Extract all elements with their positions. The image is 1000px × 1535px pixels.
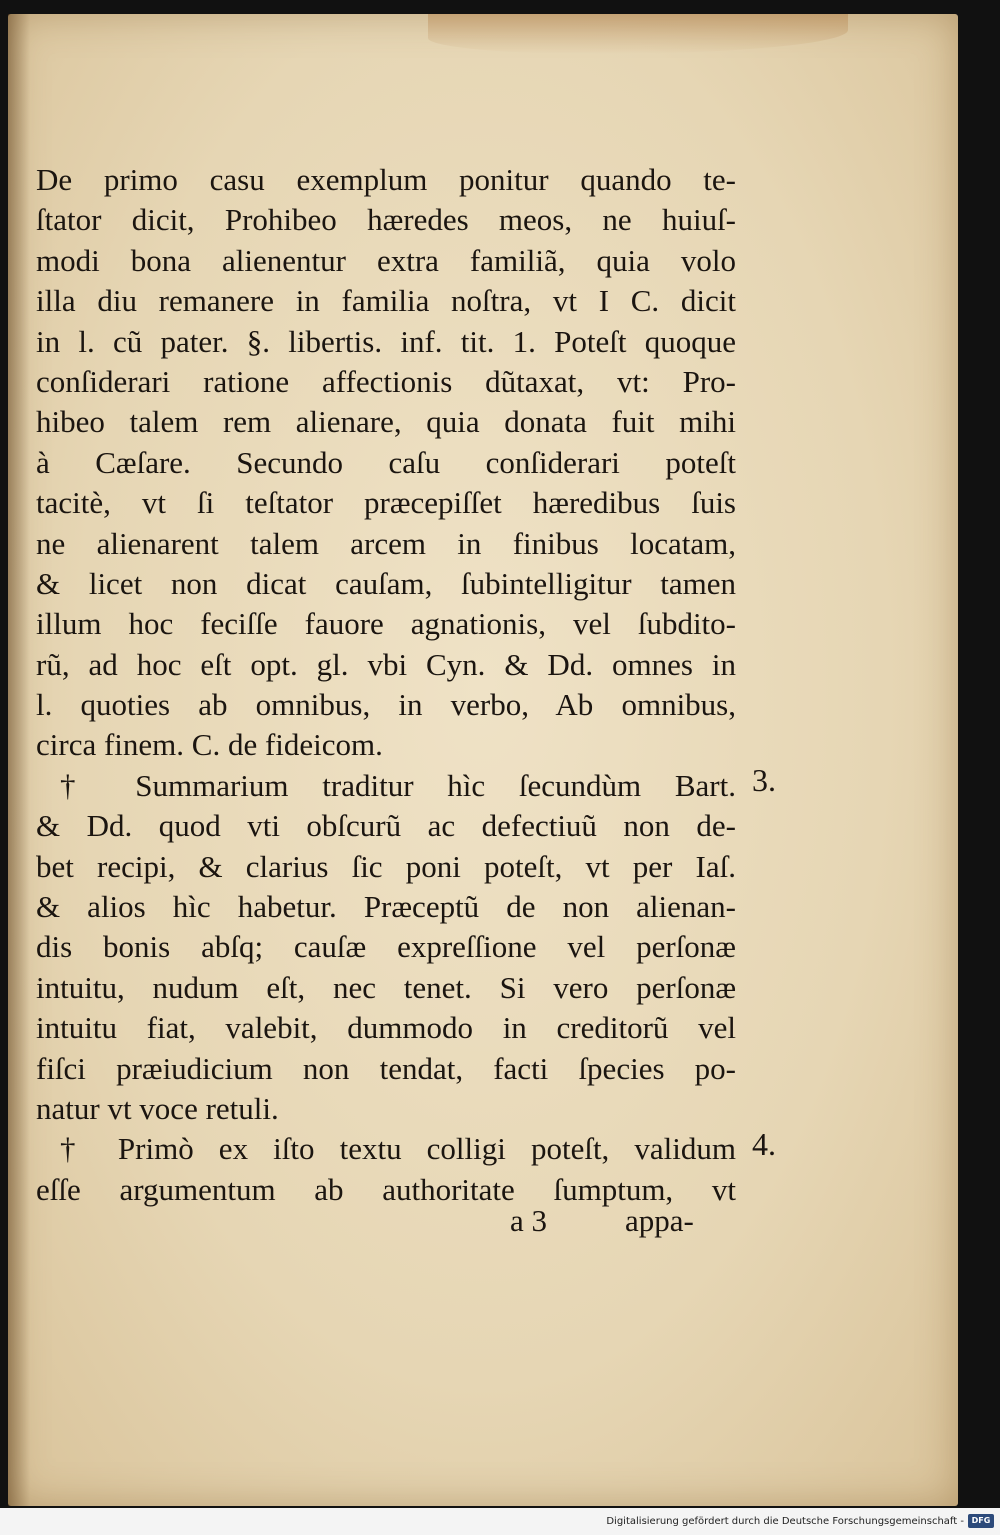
text-line: De primo casu exemplum ponitur quando te-: [36, 162, 736, 197]
text-line: & licet non dicat cauſam, ſubintelligitur tamen: [36, 565, 736, 601]
margin-note-number: 4.: [752, 1125, 776, 1162]
catchword: appa-: [625, 1203, 694, 1238]
text-line: illum hoc feciſſe fauore agnationis, vel ſubdito-: [36, 606, 736, 642]
text-line: bet recipi, & clarius ſic poni poteſt, vt per Iaſ.: [36, 848, 736, 884]
text-line: l. quoties ab omnibus, in verbo, Ab omnibus,: [36, 687, 736, 723]
body-text: [36, 160, 736, 1210]
text-line: eſſe argumentum ab authoritate ſumptum, vt: [36, 1171, 736, 1207]
text-line: à Cæſare. Secundo caſu conſiderari poteſt: [36, 444, 736, 480]
text-line: circa finem. C. de fideicom.: [36, 727, 383, 763]
page-gutter: [8, 14, 30, 1506]
text-line: † Primò ex iſto textu colligi poteſt, validum: [60, 1131, 736, 1167]
text-line: tacitè, vt ſi teſtator præcepiſſet hæredibus ſuis: [36, 485, 736, 521]
text-line: & Dd. quod vti obſcurũ ac defectiuũ non de-: [36, 808, 736, 844]
text-line: conſiderari ratione affectionis dũtaxat, vt: Pro-: [36, 363, 736, 399]
text-line: dis bonis abſq; cauſæ expreſſione vel perſonæ: [36, 929, 736, 965]
text-line: natur vt voce retuli.: [36, 1090, 279, 1126]
dfg-logo: DFG: [968, 1514, 994, 1528]
text-line: † Summarium traditur hìc ſecundùm Bart.: [60, 767, 736, 803]
text-line: rũ, ad hoc eſt opt. gl. vbi Cyn. & Dd. omnes in: [36, 646, 736, 682]
margin-note-number: 3.: [752, 762, 776, 798]
text-line: intuitu fiat, valebit, dummodo in creditorũ vel: [36, 1010, 736, 1046]
text-line: & alios hìc habetur. Præceptũ de non alienan-: [36, 889, 736, 925]
paper-stain: [428, 14, 848, 54]
text-line: in l. cũ pater. §. libertis. inf. tit. 1. Poteſt quoque: [36, 323, 736, 359]
text-line: fiſci præiudicium non tendat, facti ſpecies po-: [36, 1050, 736, 1086]
footer-credit: Digitalisierung gefördert durch die Deutsche Forschungsgemeinschaft -: [606, 1516, 964, 1527]
text-line: intuitu, nudum eſt, nec tenet. Si vero perſonæ: [36, 969, 736, 1005]
text-line: hibeo talem rem alienare, quia donata fuit mihi: [36, 404, 736, 440]
text-line: modi bona alienentur extra familiã, quia volo: [36, 242, 736, 278]
signature-mark: a 3: [510, 1203, 548, 1238]
text-line: illa diu remanere in familia noſtra, vt I C. dicit: [36, 283, 736, 319]
text-line: ne alienarent talem arcem in finibus locatam,: [36, 525, 736, 561]
text-line: ſtator dicit, Prohibeo hæredes meos, ne huiuſ-: [36, 202, 736, 238]
